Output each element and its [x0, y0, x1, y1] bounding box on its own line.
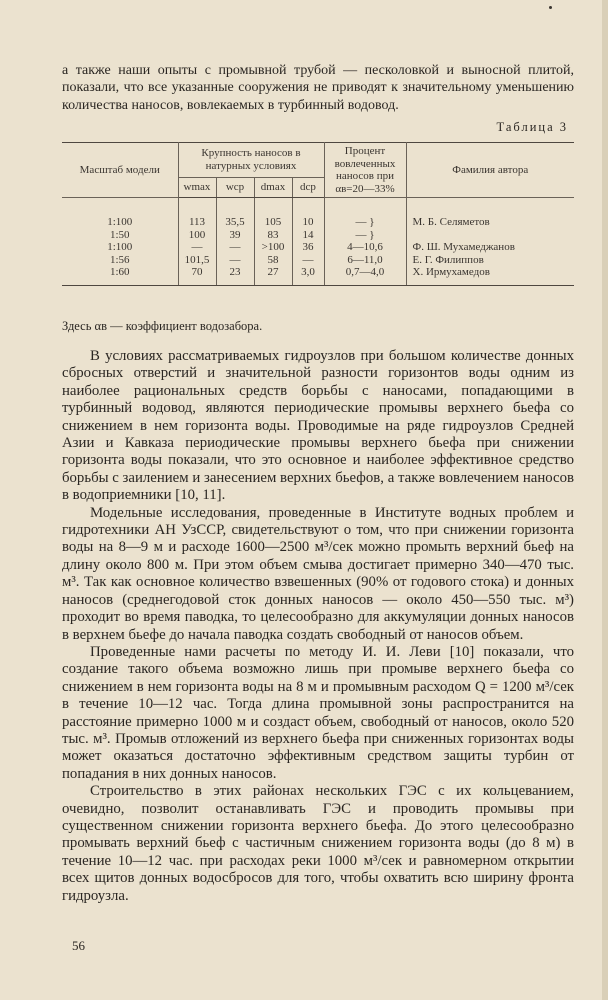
table-row: 1:60 70 23 27 3,0 0,7—4,0 Х. Ирмухамедов — [62, 266, 574, 279]
table-note: Здесь αв — коэффициент водозабора. — [62, 319, 263, 333]
col-header-author: Фамилия автора — [406, 143, 574, 198]
table-row: 1:100 — — >100 36 4—10,6 Ф. Ш. Мухамеджанов — [62, 241, 574, 254]
col-header-dmax: dmax — [254, 177, 292, 197]
col-header-davg: dср — [292, 177, 324, 197]
ink-dot — [549, 6, 552, 9]
paragraph: Модельные исследования, проведенные в Институте водных проблем и гидротехники АН УзССР, свидетельствуют о том, что при снижении горизонта воды на 8—9 м и расходе 1600—2500 м³/сек можно промыть верхний бьеф на длину около 800 м. При этом объем смыва достигает примерно 340—470 тыс. м³. Так как основное количество взвешенных (90% от годового стока) и донных наносов (среднегодовой сток донных наносов — около 450—550 тыс. м³) проходит во время паводка, то целесообразно для аккумуляции донных наносов в верхнем бьефе до начала паводка создать свободный от наносов объем. — [62, 504, 574, 643]
table-row: 1:100 113 35,5 105 10 — } М. Б. Селяметов — [62, 216, 574, 229]
col-header-sediment-size: Крупность наносов в натурных условиях — [178, 143, 324, 178]
intro-paragraph — [62, 62, 574, 114]
table-row: 1:50 100 39 83 14 — } — [62, 229, 574, 242]
page-number: 56 — [72, 938, 85, 953]
col-header-wavg: wср — [216, 177, 254, 197]
paragraph: Проведенные нами расчеты по методу И. И. Леви [10] показали, что создание такого объема возможно лишь при промыве верхнего бьефа со снижением в нем горизонта воды на 8 м и промывным расходом Q = 1200 м³/сек в течение 10—12 час. Тогда длина промывной зоны распространится на расстояние примерно 1000 м и создаст объем, свободный от наносов, около 520 тыс. м³. Промыв отложений из верхнего бьефа при сниженных горизонтах воды может оказаться достаточно эффективным средством защиты турбин от попадания в них донных наносов. — [62, 643, 574, 782]
sediment-table — [62, 142, 574, 286]
table-caption: Таблица 3 — [496, 120, 568, 134]
intro-text: а также наши опыты с промывной трубой — песколовкой и выносной плитой, показали, что все указанные сооружения не приводят к значительному уменьшению количества наносов, вовлекаемых в турбинный водовод. — [62, 63, 574, 113]
col-header-model-scale: Масштаб модели — [62, 143, 178, 198]
paragraph: В условиях рассматриваемых гидроузлов при большом количестве донных сбросных отверстий и значительной разности горизонтов воды одним из наиболее рациональных средств борьбы с наносами, попадающими в турбинный водовод, являются периодические промывы верхнего бьефа со снижением в нем горизонта воды. Проводимые на ряде гидроузлов Средней Азии и Кавказа периодические промывы верхнего бьефа при снижении горизонта воды показали, что это основное и наиболее эффективное средство борьбы с заилением и занесением верхних бьефов, а также вовлечением наносов в водоприемники [10, 11]. — [62, 348, 574, 504]
page-edge — [602, 0, 608, 1000]
table-row: 1:56 101,5 — 58 — 6—11,0 Е. Г. Филиппов — [62, 254, 574, 267]
col-header-wmax: wmax — [178, 177, 216, 197]
paragraph: Строительство в этих районах нескольких ГЭС с их кольцеванием, очевидно, позволит останавливать ГЭС и проводить промывы при существенном снижении горизонта верхнего бьефа. До этого целесообразно промывать верхний бьеф с частичным снижением горизонта воды (до 8 м) в течение 10—12 час. при расходах реки 1000 м³/сек и равномерном открытии всех щитов донных водосбросов для того, чтобы охватить всю ширину фронта гидроузла. — [62, 783, 574, 904]
body-text — [62, 348, 574, 905]
col-header-percent: Процент вовлеченных наносов при αв=20—33% — [324, 143, 406, 198]
